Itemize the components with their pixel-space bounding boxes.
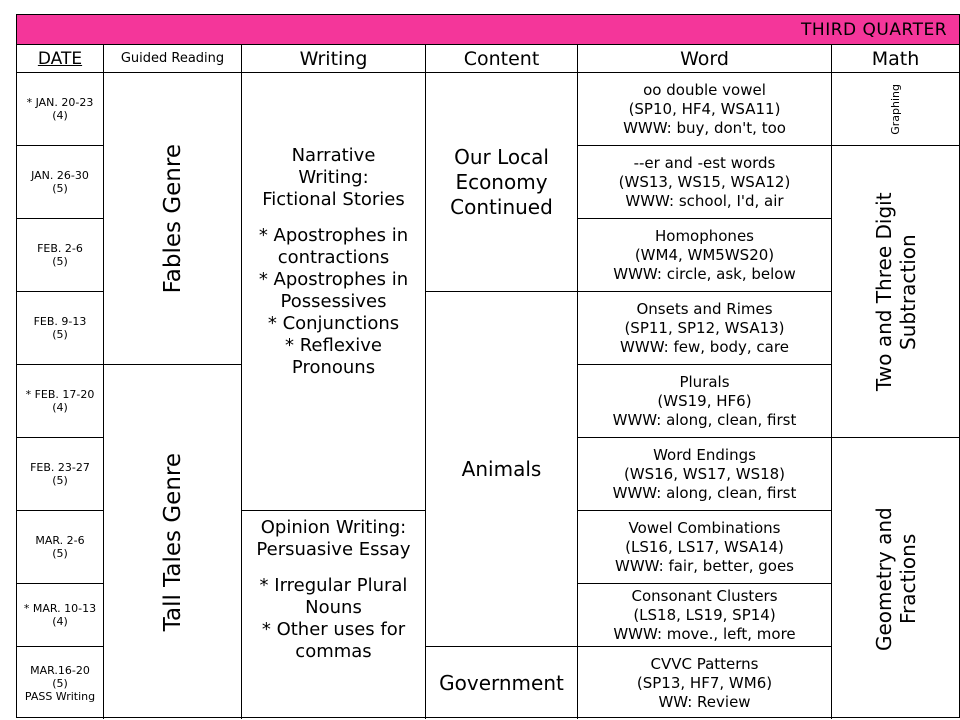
date-cell: FEB. 9-13 (5) [17,292,104,365]
writing-opinion: Opinion Writing: Persuasive Essay * Irregular Plural Nouns * Other uses for commas [242,511,426,719]
math-subtraction [832,146,959,438]
date-cell: FEB. 2-6 (5) [17,219,104,292]
word-cell: --er and -est words (WS13, WS15, WSA12) WWW: school, I'd, air [578,146,832,219]
tall-tales-genre-label: Tall Tales Genre [159,452,186,632]
header-writing: Writing [242,45,426,73]
date-cell: * FEB. 17-20 (4) [17,365,104,438]
guided-reading-tall-tales [104,365,242,719]
date-cell: MAR. 2-6 (5) [17,511,104,584]
quarter-plan-table [16,14,960,718]
quarter-banner: THIRD QUARTER [17,15,959,45]
date-cell: MAR.16-20 (5) PASS Writing [17,647,104,719]
date-cell: * MAR. 10-13 (4) [17,584,104,647]
header-content: Content [426,45,578,73]
subtraction-label: Two and Three Digit Subtraction [871,192,920,391]
date-cell: FEB. 23-27 (5) [17,438,104,511]
header-date: DATE [17,45,104,73]
word-cell: Onsets and Rimes (SP11, SP12, WSA13) WWW: few, body, care [578,292,832,365]
word-cell: Homophones (WM4, WM5WS20) WWW: circle, ask, below [578,219,832,292]
content-animals: Animals [426,292,578,647]
word-cell: CVVC Patterns (SP13, HF7, WM6) WW: Review [578,647,832,719]
date-cell: JAN. 26-30 (5) [17,146,104,219]
content-local-economy: Our Local Economy Continued [426,73,578,292]
fables-genre-label: Fables Genre [159,143,186,294]
content-government: Government [426,647,578,719]
math-geometry [832,438,959,719]
math-graphing [832,73,959,146]
guided-reading-fables [104,73,242,365]
date-cell: * JAN. 20-23 (4) [17,73,104,146]
word-cell: Consonant Clusters (LS18, LS19, SP14) WWW: move., left, more [578,584,832,647]
graphing-label: Graphing [889,83,902,135]
header-guided-reading: Guided Reading [104,45,242,73]
writing-narrative: Narrative Writing: Fictional Stories * Apostrophes in contractions * Apostrophes in Possessives * Conjunctions * Reflexive Pronouns [242,73,426,511]
word-cell: Plurals (WS19, HF6) WWW: along, clean, first [578,365,832,438]
header-math: Math [832,45,959,73]
word-cell: Word Endings (WS16, WS17, WS18) WWW: along, clean, first [578,438,832,511]
word-cell: Vowel Combinations (LS16, LS17, WSA14) WWW: fair, better, goes [578,511,832,584]
word-cell: oo double vowel (SP10, HF4, WSA11) WWW: buy, don't, too [578,73,832,146]
header-word: Word [578,45,832,73]
geometry-label: Geometry and Fractions [871,506,920,651]
